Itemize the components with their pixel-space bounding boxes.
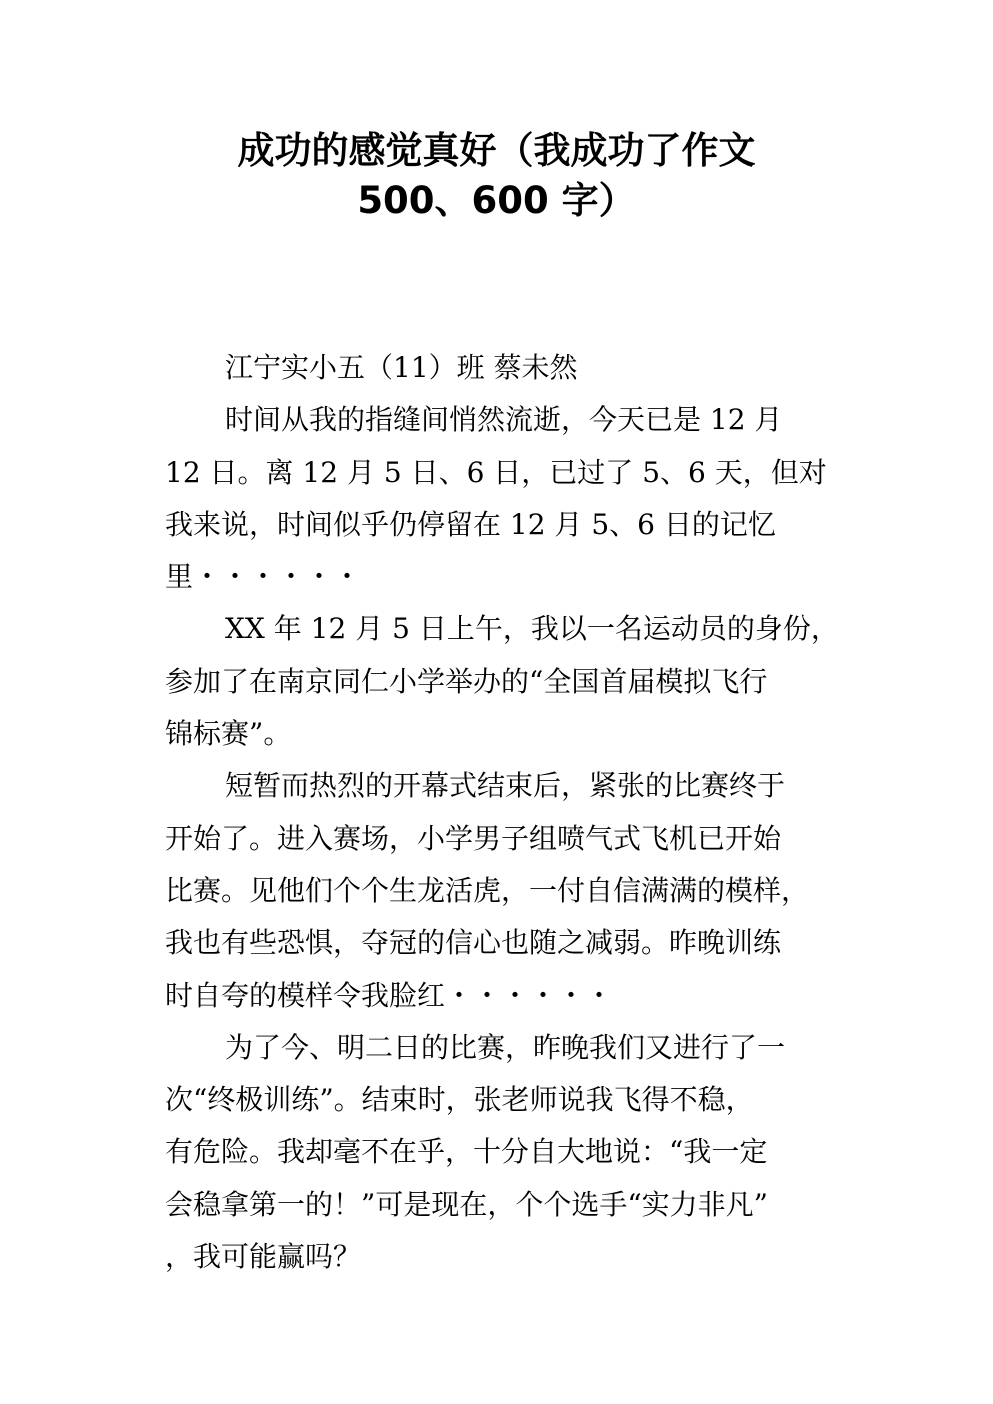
paragraph-line: 有危险。我却毫不在乎，十分自大地说：“我一定 (165, 1135, 768, 1169)
paragraph-line: 时自夸的模样令我脸红・・・・・・ (165, 978, 614, 1012)
paragraph-2 (165, 603, 845, 760)
paragraph-line: 为了今、明二日的比赛，昨晚我们又进行了一 (225, 1030, 786, 1064)
document-body (165, 342, 845, 1283)
paragraph-line: 12 日。离 12 月 5 日、6 日，已过了 5、6 天，但对 (165, 455, 827, 489)
paragraph-line: 会稳拿第一的！”可是现在，个个选手“实力非凡” (165, 1187, 768, 1221)
document-title-line-2: 500、600 字） (357, 179, 636, 222)
paragraph-line: 锦标赛”。 (165, 717, 292, 751)
paragraph-line: 我也有些恐惧，夺冠的信心也随之减弱。昨晚训练 (165, 926, 782, 960)
paragraph-line: 次“终极训练”。结束时，张老师说我飞得不稳， (165, 1083, 754, 1117)
paragraph-line: 参加了在南京同仁小学举办的“全国首届模拟飞行 (165, 664, 768, 698)
paragraph-line: ，我可能赢吗？ (165, 1240, 362, 1274)
byline-text: 江宁实小五（11）班 蔡未然 (225, 351, 578, 384)
paragraph-1 (165, 394, 845, 603)
paragraph-line: 时间从我的指缝间悄然流逝，今天已是 12 月 (225, 403, 783, 437)
paragraph-line: 里・・・・・・ (165, 560, 362, 594)
paragraph-line: 比赛。见他们个个生龙活虎，一付自信满满的模样， (165, 873, 810, 907)
paragraph-line: 我来说，时间似乎仍停留在 12 月 5、6 日的记忆 (165, 507, 776, 541)
paragraph-3 (165, 760, 845, 1021)
paragraph-line: 开始了。进入赛场，小学男子组喷气式飞机已开始 (165, 821, 782, 855)
paragraph-line: XX 年 12 月 5 日上午，我以一名运动员的身份， (225, 612, 839, 646)
document-title-line-1: 成功的感觉真好（我成功了作文 (237, 129, 756, 172)
paragraph-line: 短暂而热烈的开幕式结束后，紧张的比赛终于 (225, 769, 786, 803)
paragraph-4 (165, 1022, 845, 1283)
byline (165, 342, 845, 394)
